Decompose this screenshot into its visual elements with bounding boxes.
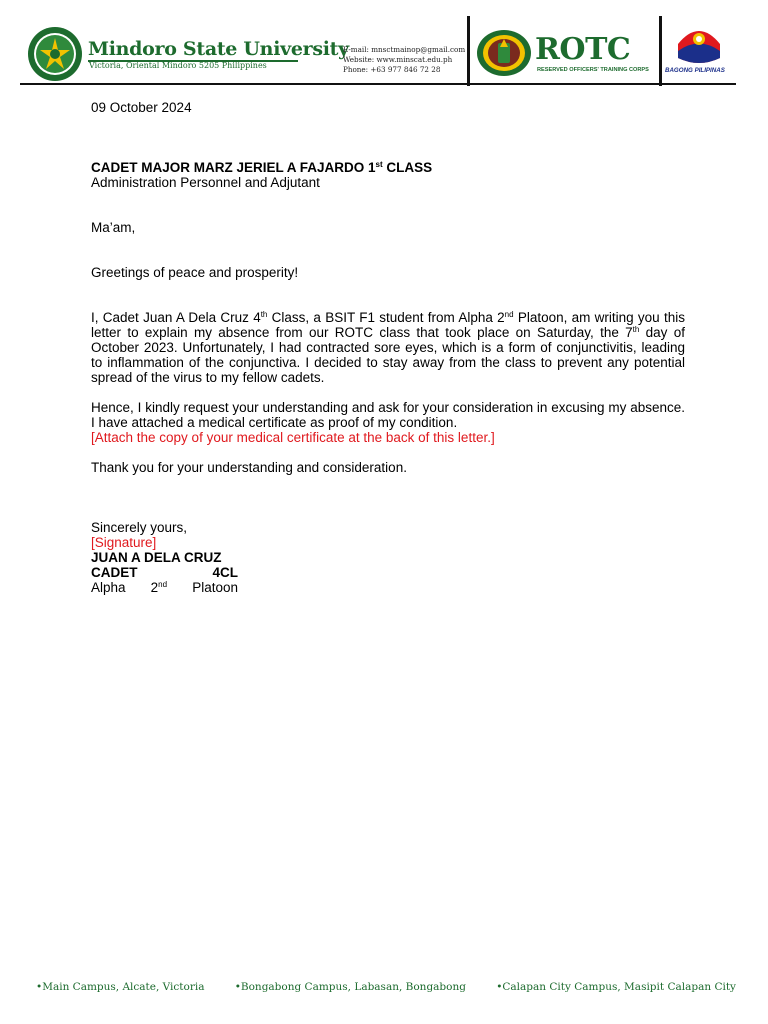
body-paragraph-1 — [91, 310, 685, 385]
recipient-class-suffix: CLASS — [382, 160, 433, 175]
sender-rank — [91, 565, 238, 580]
footer-campus: •Calapan City Campus, Masipit Calapan City — [496, 981, 736, 993]
recipient-class-superscript: st — [375, 160, 383, 169]
contact-email: E-mail: mnsctmainop@gmail.com — [343, 45, 466, 54]
paragraph-text: Platoon, am writing you this letter to explain my absence from our ROTC class that took place on Saturday, the 7 — [91, 310, 685, 340]
sender-name: JUAN A DELA CRUZ — [91, 550, 222, 565]
paragraph-text: I, Cadet Juan A Dela Cruz 4 — [91, 310, 261, 325]
unit-number: 2 — [150, 580, 159, 595]
ordinal-superscript: nd — [158, 580, 168, 589]
footer-campuses — [36, 981, 736, 993]
attachment-note: [Attach the copy of your medical certificate at the back of this letter.] — [91, 430, 495, 445]
contact-website: Website: www.minscat.edu.ph — [343, 55, 453, 64]
header-divider — [659, 16, 662, 86]
bagong-pilipinas-text: BAGONG PILIPINAS — [665, 67, 725, 74]
university-seal-logo — [27, 26, 83, 82]
header-rule — [20, 83, 736, 85]
recipient-name-text: CADET MAJOR MARZ JERIEL A FAJARDO 1 — [91, 160, 376, 175]
bagong-pilipinas-logo — [672, 24, 726, 66]
paragraph-text: Class, a BSIT F1 student from Alpha 2 — [267, 310, 505, 325]
recipient-position: Administration Personnel and Adjutant — [91, 175, 320, 190]
university-address: Victoria, Oriental Mindoro 5205 Philippines — [89, 61, 267, 70]
body-paragraph-2: Hence, I kindly request your understanding and ask for your consideration in excusing my absence. I have attached a medical certificate as proof of my condition. — [91, 400, 685, 430]
contact-phone: Phone: +63 977 846 72 28 — [343, 65, 441, 74]
ordinal-superscript: th — [260, 310, 268, 319]
sender-unit-prefix: Alpha — [91, 580, 126, 595]
rotc-seal-logo — [476, 29, 532, 77]
thank-you-line: Thank you for your understanding and consideration. — [91, 460, 407, 475]
letter-date: 09 October 2024 — [91, 100, 192, 115]
closing: Sincerely yours, — [91, 520, 188, 535]
university-name: Mindoro State University — [88, 38, 349, 60]
rotc-subtitle: RESERVED OFFICERS' TRAINING CORPS — [537, 67, 649, 73]
paragraph-text: day of October 2023. Unfortunately, I had contracted sore eyes, which is a form of conjunctivitis, leading to inflammation of the conjunctiva. I decided to stay away from the class to prevent any potential spread of the virus to my fellow cadets. — [91, 325, 685, 385]
letterhead — [0, 0, 768, 90]
letter-body — [91, 100, 685, 595]
sender-rank-class: 4CL — [212, 565, 238, 580]
signature-block — [91, 520, 238, 595]
greeting: Greetings of peace and prosperity! — [91, 265, 299, 280]
footer-campus: •Bongabong Campus, Labasan, Bongabong — [234, 981, 466, 993]
ordinal-superscript: th — [632, 325, 640, 334]
salutation: Ma’am, — [91, 220, 136, 235]
sender-unit-suffix: Platoon — [192, 580, 238, 595]
footer-campus: •Main Campus, Alcate, Victoria — [36, 981, 205, 993]
sender-unit — [91, 580, 238, 595]
sender-unit-number — [151, 580, 167, 595]
sender-rank-word: CADET — [91, 565, 138, 580]
rotc-title: ROTC — [535, 32, 631, 67]
recipient-name — [91, 160, 685, 175]
contact-info — [343, 45, 465, 75]
header-divider — [467, 16, 470, 86]
signature-placeholder: [Signature] — [91, 535, 157, 550]
ordinal-superscript: nd — [504, 310, 514, 319]
